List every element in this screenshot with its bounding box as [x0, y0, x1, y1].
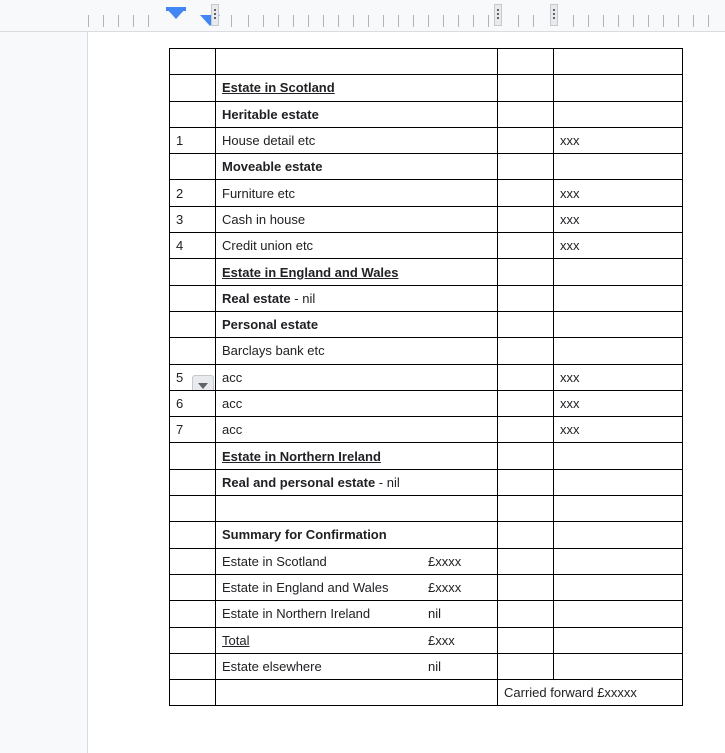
ruler-tick: [663, 15, 664, 27]
description-wrap: [222, 159, 491, 174]
blank-column-cell[interactable]: [498, 49, 554, 75]
ruler-tick: [488, 15, 489, 27]
blank-column-cell[interactable]: [498, 469, 554, 495]
description-cell[interactable]: [216, 206, 498, 232]
description-text: Estate in Scotland: [222, 553, 327, 569]
description-wrap: [222, 212, 491, 227]
description-cell[interactable]: [216, 522, 498, 548]
row-number-cell[interactable]: [170, 49, 216, 75]
description-wrap: [222, 107, 491, 122]
description-text: House detail etc: [222, 133, 316, 149]
table-row: [170, 496, 683, 522]
table-row-footer: [170, 680, 683, 706]
ruler-tick: [231, 15, 232, 27]
description-text: Estate in England and Wales: [222, 580, 389, 596]
carried-forward-text: Carried forward £xxxxx: [504, 685, 637, 701]
description-wrap: [222, 133, 491, 148]
description-wrap: [222, 80, 491, 95]
description-wrap: [222, 633, 491, 648]
row-number-cell[interactable]: [170, 364, 216, 390]
row-number: 5: [176, 369, 184, 385]
ruler-tick: [103, 15, 104, 27]
table-row: [170, 417, 683, 443]
description-cell[interactable]: [216, 259, 498, 285]
row-number-cell[interactable]: [170, 75, 216, 101]
value-cell[interactable]: [554, 154, 683, 180]
value-text: xxx: [560, 422, 580, 438]
table-row: [170, 285, 683, 311]
description-wrap: [222, 291, 491, 306]
row-number: 2: [176, 185, 184, 201]
table-row: [170, 522, 683, 548]
blank-column-cell[interactable]: [498, 154, 554, 180]
ruler-tick: [353, 15, 354, 27]
ruler-tick: [428, 15, 429, 27]
ruler-tick: [573, 15, 574, 27]
row-number: 4: [176, 238, 184, 254]
description-text: acc: [222, 369, 243, 385]
value-text: xxx: [560, 211, 580, 227]
description-rest: - nil: [375, 474, 400, 490]
description-text: Summary for Confirmation: [222, 527, 387, 543]
ruler-tick: [148, 15, 149, 27]
row-number-cell[interactable]: [170, 522, 216, 548]
table-row: [170, 364, 683, 390]
table-row: [170, 338, 683, 364]
value-text: xxx: [560, 369, 580, 385]
column-boundary-marker-1[interactable]: [211, 4, 219, 26]
ruler-tick: [398, 15, 399, 27]
value-cell[interactable]: [554, 364, 683, 390]
description-text: acc: [222, 396, 243, 411]
description-text: Barclays bank etc: [222, 343, 325, 359]
description-text: Total: [222, 632, 250, 648]
description-cell[interactable]: [216, 548, 498, 574]
table-row: [170, 548, 683, 574]
row-number-cell[interactable]: [170, 206, 216, 232]
ruler-tick: [248, 15, 249, 27]
table-row: [170, 206, 683, 232]
description-text: Estate in England and Wales: [222, 264, 399, 280]
description-cell[interactable]: [216, 417, 498, 443]
description-cell[interactable]: [216, 311, 498, 337]
description-wrap: [222, 422, 491, 437]
ruler-tick: [133, 15, 134, 27]
blank-column-cell[interactable]: [498, 574, 554, 600]
value-cell[interactable]: [554, 469, 683, 495]
description-text: Estate in Northern Ireland: [222, 606, 371, 622]
ruler-tick: [368, 15, 369, 27]
row-number-cell[interactable]: [170, 127, 216, 153]
blank-column-cell[interactable]: [498, 101, 554, 127]
row-number: 3: [176, 211, 184, 227]
description-text: Estate elsewhere: [222, 658, 322, 674]
value-cell[interactable]: [554, 338, 683, 364]
value-cell[interactable]: [554, 259, 683, 285]
description-text: Estate in Scotland: [222, 80, 335, 96]
estate-table: [169, 48, 683, 706]
description-cell[interactable]: [216, 653, 498, 679]
value-cell[interactable]: [554, 233, 683, 259]
description-wrap: [222, 370, 491, 385]
description-cell[interactable]: [216, 285, 498, 311]
description-wrap: [222, 659, 491, 674]
row-number-cell[interactable]: [170, 574, 216, 600]
description-cell[interactable]: [216, 390, 498, 416]
row-number: 7: [176, 422, 184, 438]
ruler-tick: [293, 15, 294, 27]
blank-column-cell[interactable]: [498, 601, 554, 627]
value-cell[interactable]: [554, 627, 683, 653]
table-row: [170, 627, 683, 653]
blank-column-cell[interactable]: [498, 443, 554, 469]
blank-column-cell[interactable]: [498, 180, 554, 206]
description-wrap: [222, 554, 491, 569]
value-text: xxx: [560, 133, 580, 149]
table-row: [170, 49, 683, 75]
blank-column-cell[interactable]: [498, 259, 554, 285]
description-cell[interactable]: [216, 75, 498, 101]
table-row: [170, 390, 683, 416]
description-text: Estate in Northern Ireland: [222, 448, 381, 464]
table-row: [170, 259, 683, 285]
row-number-cell[interactable]: [170, 285, 216, 311]
blank-column-cell[interactable]: [498, 548, 554, 574]
description-wrap: [222, 396, 491, 411]
blank-column-cell[interactable]: [498, 364, 554, 390]
description-cell[interactable]: [216, 574, 498, 600]
description-wrap: [222, 527, 491, 542]
row-number-cell[interactable]: [170, 101, 216, 127]
value-cell[interactable]: [554, 180, 683, 206]
row-number-cell[interactable]: [170, 311, 216, 337]
description-text: acc: [222, 422, 243, 438]
value-cell[interactable]: [554, 574, 683, 600]
first-line-indent-marker-icon[interactable]: [166, 8, 186, 19]
row-number: 6: [176, 396, 184, 411]
table-cell[interactable]: [216, 680, 498, 706]
blank-column-cell[interactable]: [498, 653, 554, 679]
ruler-tick: [308, 15, 309, 27]
ruler-tick: [338, 15, 339, 27]
ruler-tick: [708, 15, 709, 27]
description-cell[interactable]: [216, 601, 498, 627]
ruler-tick: [693, 15, 694, 27]
ruler-tick: [118, 15, 119, 27]
table-row: [170, 469, 683, 495]
description-text: Heritable estate: [222, 106, 319, 122]
ruler-tick: [648, 15, 649, 27]
summary-amount: £xxx: [428, 632, 455, 648]
row-number-cell[interactable]: [170, 653, 216, 679]
blank-column-cell[interactable]: [498, 522, 554, 548]
blank-column-cell[interactable]: [498, 75, 554, 101]
description-text: Cash in house: [222, 211, 306, 227]
value-cell[interactable]: [554, 390, 683, 416]
table-row: [170, 101, 683, 127]
description-cell[interactable]: [216, 338, 498, 364]
row-number-cell[interactable]: [170, 469, 216, 495]
description-text: Credit union etc: [222, 238, 314, 254]
row-number: 1: [176, 133, 184, 149]
row-number-cell[interactable]: [170, 417, 216, 443]
value-cell[interactable]: [554, 127, 683, 153]
ruler-tick: [263, 15, 264, 27]
row-number-cell[interactable]: [170, 180, 216, 206]
ruler-tick: [633, 15, 634, 27]
table-row: [170, 233, 683, 259]
description-wrap: [222, 238, 491, 253]
blank-column-cell[interactable]: [498, 206, 554, 232]
row-number-cell[interactable]: [170, 627, 216, 653]
description-cell[interactable]: [216, 154, 498, 180]
value-cell[interactable]: [554, 443, 683, 469]
row-number-cell[interactable]: [170, 390, 216, 416]
ruler-tick: [518, 15, 519, 27]
ruler-tick: [88, 15, 89, 27]
value-cell[interactable]: [554, 601, 683, 627]
blank-column-cell[interactable]: [498, 627, 554, 653]
table-row: [170, 653, 683, 679]
value-cell[interactable]: [554, 75, 683, 101]
description-cell[interactable]: [216, 101, 498, 127]
blank-column-cell[interactable]: [498, 233, 554, 259]
table-row: [170, 311, 683, 337]
ruler-tick: [383, 15, 384, 27]
description-cell[interactable]: [216, 127, 498, 153]
table-row: [170, 601, 683, 627]
blank-column-cell[interactable]: [498, 311, 554, 337]
ruler-tick: [443, 15, 444, 27]
value-cell[interactable]: [554, 49, 683, 75]
row-number-cell[interactable]: [170, 601, 216, 627]
table-row: [170, 180, 683, 206]
description-cell[interactable]: [216, 49, 498, 75]
carried-forward-cell[interactable]: [498, 680, 683, 706]
blank-column-cell[interactable]: [498, 496, 554, 522]
ruler-tick: [588, 15, 589, 27]
column-boundary-marker-2[interactable]: [494, 4, 502, 26]
blank-column-cell[interactable]: [498, 285, 554, 311]
value-cell[interactable]: [554, 496, 683, 522]
summary-amount: £xxxx: [428, 580, 462, 596]
summary-amount: nil: [428, 658, 442, 674]
blank-column-cell[interactable]: [498, 127, 554, 153]
row-number-cell[interactable]: [170, 496, 216, 522]
description-text: Personal estate: [222, 317, 319, 333]
description-cell[interactable]: [216, 233, 498, 259]
summary-amount: £xxxx: [428, 553, 462, 569]
description-cell[interactable]: [216, 627, 498, 653]
description-wrap: [222, 317, 491, 332]
table-row: [170, 574, 683, 600]
blank-column-cell[interactable]: [498, 390, 554, 416]
summary-amount: nil: [428, 606, 442, 622]
value-cell[interactable]: [554, 285, 683, 311]
row-number-cell[interactable]: [170, 259, 216, 285]
description-wrap: [222, 475, 491, 490]
value-cell[interactable]: [554, 653, 683, 679]
value-cell[interactable]: [554, 522, 683, 548]
description-wrap: [222, 186, 491, 201]
value-cell[interactable]: [554, 548, 683, 574]
table-row: [170, 127, 683, 153]
value-text: xxx: [560, 238, 580, 254]
description-wrap: [222, 449, 491, 464]
description-bold: Real and personal estate: [222, 474, 376, 490]
ruler-tick: [618, 15, 619, 27]
description-wrap: [222, 265, 491, 280]
ruler-tick: [473, 15, 474, 27]
table-row: [170, 443, 683, 469]
table-row: [170, 154, 683, 180]
table-cell[interactable]: [170, 680, 216, 706]
value-cell[interactable]: [554, 101, 683, 127]
value-text: xxx: [560, 185, 580, 201]
description-wrap: [222, 343, 491, 358]
row-number-cell[interactable]: [170, 233, 216, 259]
row-number-cell[interactable]: [170, 443, 216, 469]
blank-column-cell[interactable]: [498, 338, 554, 364]
description-wrap: [222, 580, 491, 595]
description-cell[interactable]: [216, 496, 498, 522]
ruler-tick: [533, 15, 534, 27]
description-cell[interactable]: [216, 469, 498, 495]
row-dropdown-chevron-icon[interactable]: [192, 375, 214, 391]
value-cell[interactable]: [554, 206, 683, 232]
value-text: xxx: [560, 396, 580, 411]
column-boundary-marker-3[interactable]: [550, 4, 558, 26]
description-cell[interactable]: [216, 443, 498, 469]
row-number-cell[interactable]: [170, 548, 216, 574]
description-cell[interactable]: [216, 364, 498, 390]
description-bold: Real estate: [222, 290, 291, 306]
row-number-cell[interactable]: [170, 338, 216, 364]
table-row: [170, 75, 683, 101]
horizontal-ruler[interactable]: [0, 0, 725, 32]
ruler-tick: [413, 15, 414, 27]
ruler-tick: [278, 15, 279, 27]
ruler-tick: [603, 15, 604, 27]
description-text: Moveable estate: [222, 159, 323, 175]
row-number-cell[interactable]: [170, 154, 216, 180]
blank-column-cell[interactable]: [498, 417, 554, 443]
description-text: Furniture etc: [222, 185, 295, 201]
ruler-tick: [458, 15, 459, 27]
description-wrap: [222, 606, 491, 621]
description-rest: - nil: [290, 290, 316, 306]
value-cell[interactable]: [554, 311, 683, 337]
ruler-tick: [678, 15, 679, 27]
description-cell[interactable]: [216, 180, 498, 206]
ruler-tick: [323, 15, 324, 27]
value-cell[interactable]: [554, 417, 683, 443]
